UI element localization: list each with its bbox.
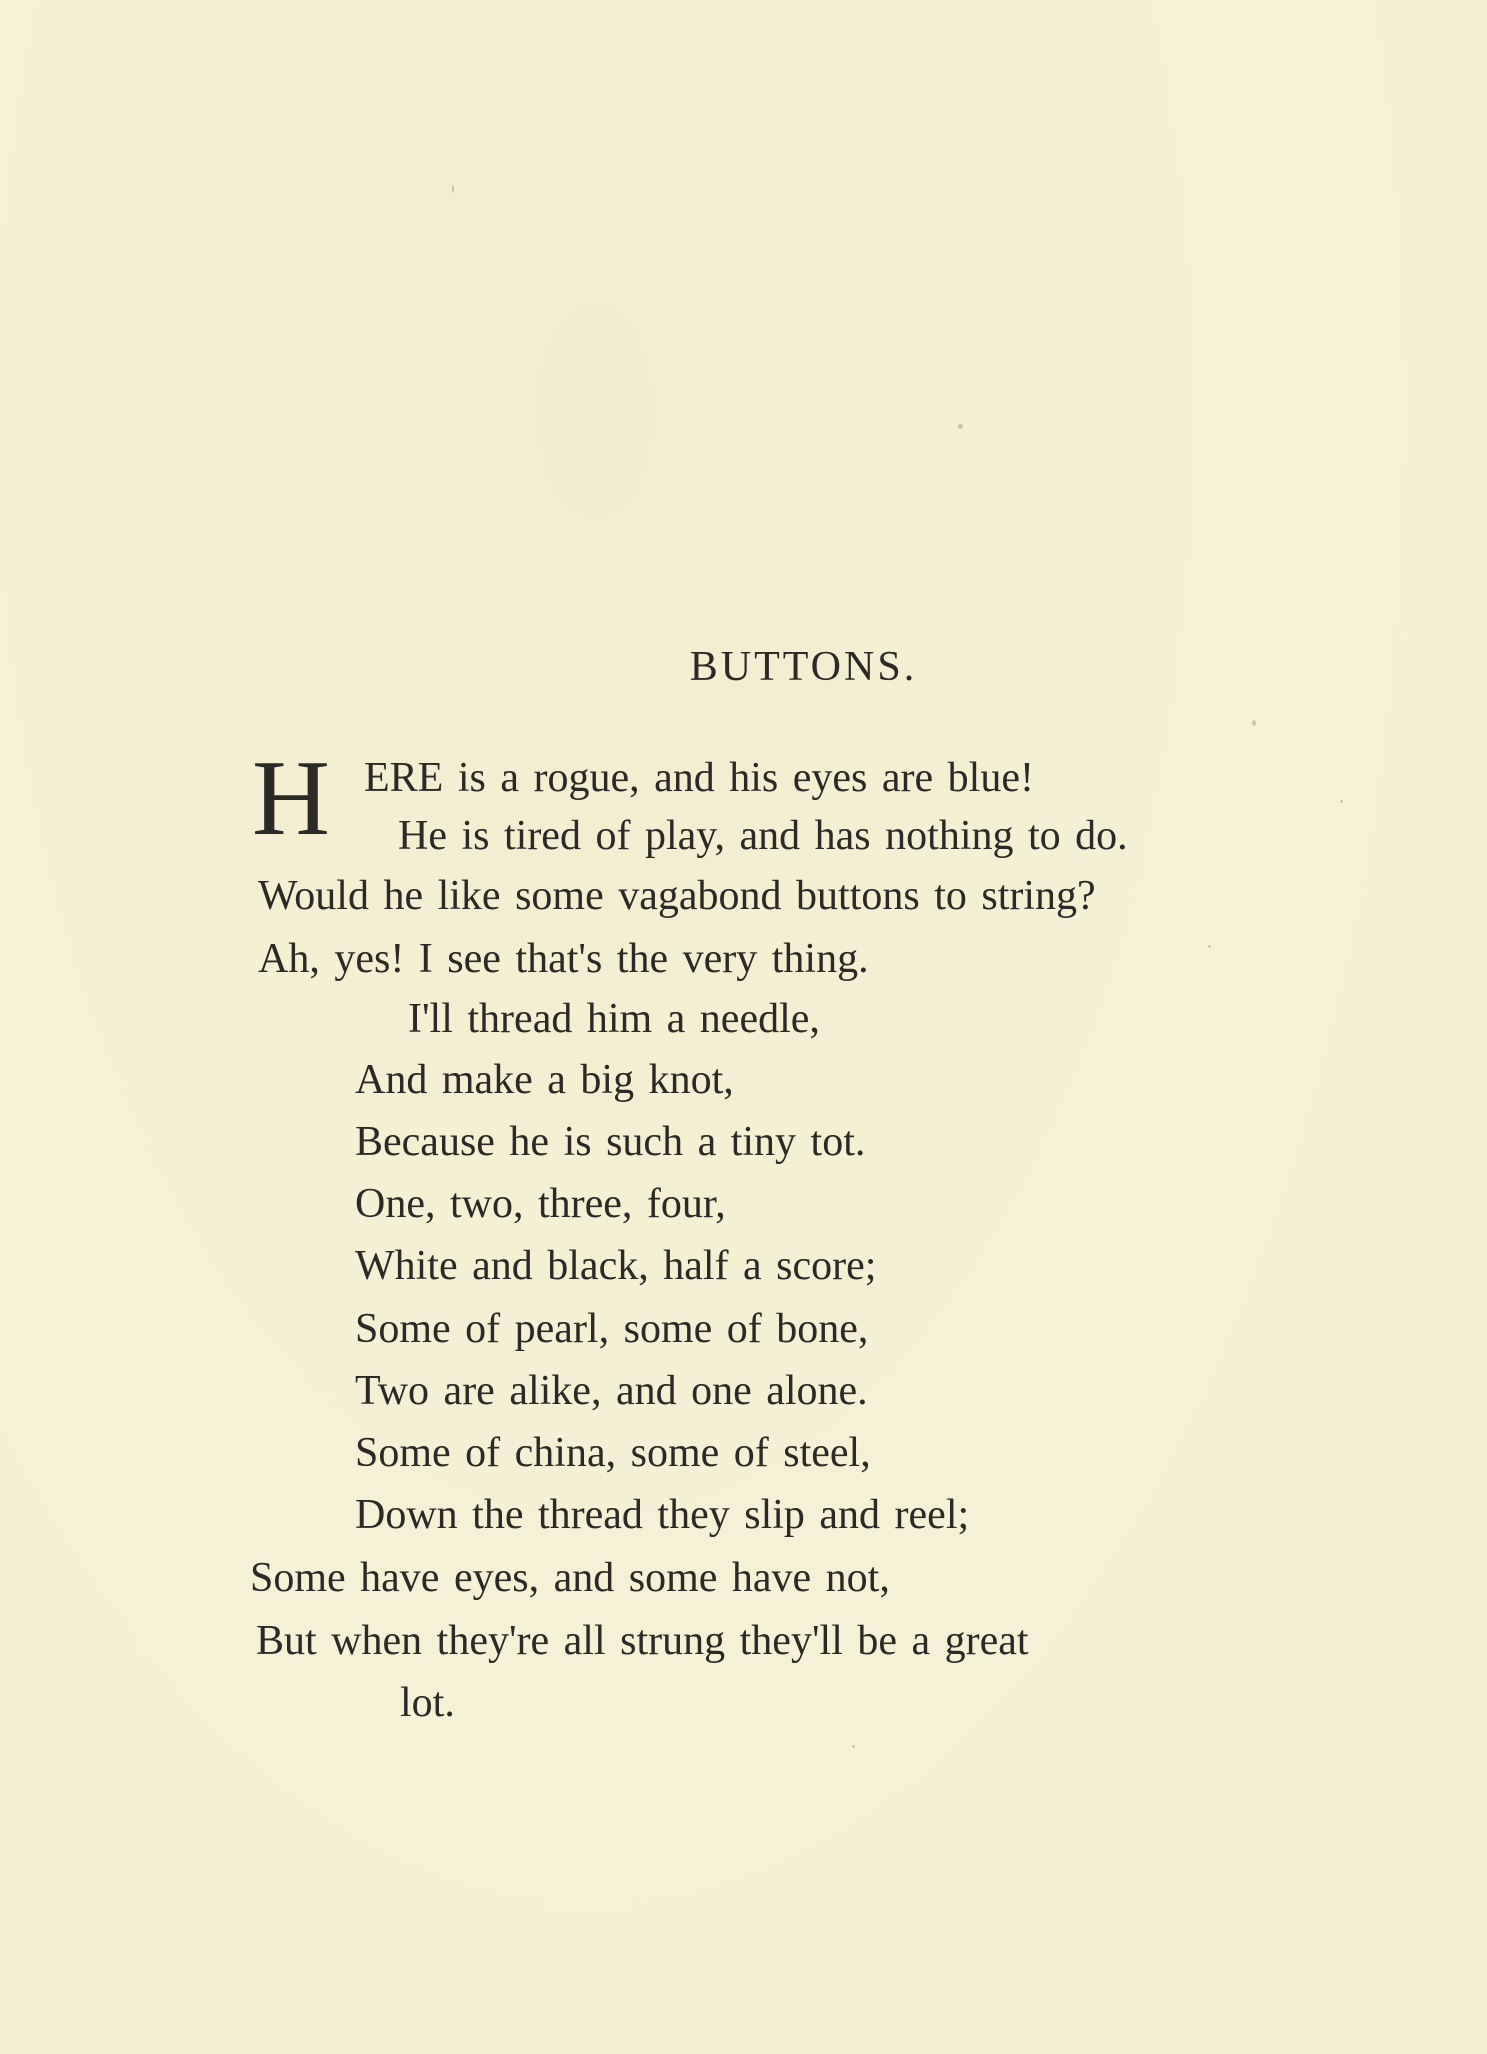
poem-title: BUTTONS. <box>689 644 918 690</box>
poem-line-16: lot. <box>400 1680 455 1726</box>
poem-line-8: One, two, three, four, <box>355 1181 726 1227</box>
drop-cap: H <box>252 739 330 858</box>
poem-line-4: Ah, yes! I see that's the very thing. <box>258 936 869 982</box>
poem-line-9: White and black, half a score; <box>355 1243 877 1289</box>
poem-line-13: Down the thread they slip and reel; <box>355 1492 970 1538</box>
poem-line-14: Some have eyes, and some have not, <box>250 1555 890 1601</box>
poem-line-12: Some of china, some of steel, <box>355 1430 871 1476</box>
poem-line-1: ERE is a rogue, and his eyes are blue! <box>364 755 1034 801</box>
poem-line-6: And make a big knot, <box>355 1057 734 1103</box>
poem-line-7: Because he is such a tiny tot. <box>355 1119 866 1165</box>
poem-line-5: I'll thread him a needle, <box>408 996 820 1042</box>
poem-line-2: He is tired of play, and has nothing to do. <box>398 813 1128 859</box>
poem-line-15: But when they're all strung they'll be a great <box>256 1618 1029 1664</box>
poem-line-11: Two are alike, and one alone. <box>355 1368 868 1414</box>
poem-line-10: Some of pearl, some of bone, <box>355 1306 869 1352</box>
poem-line-3: Would he like some vagabond buttons to string? <box>258 873 1096 919</box>
